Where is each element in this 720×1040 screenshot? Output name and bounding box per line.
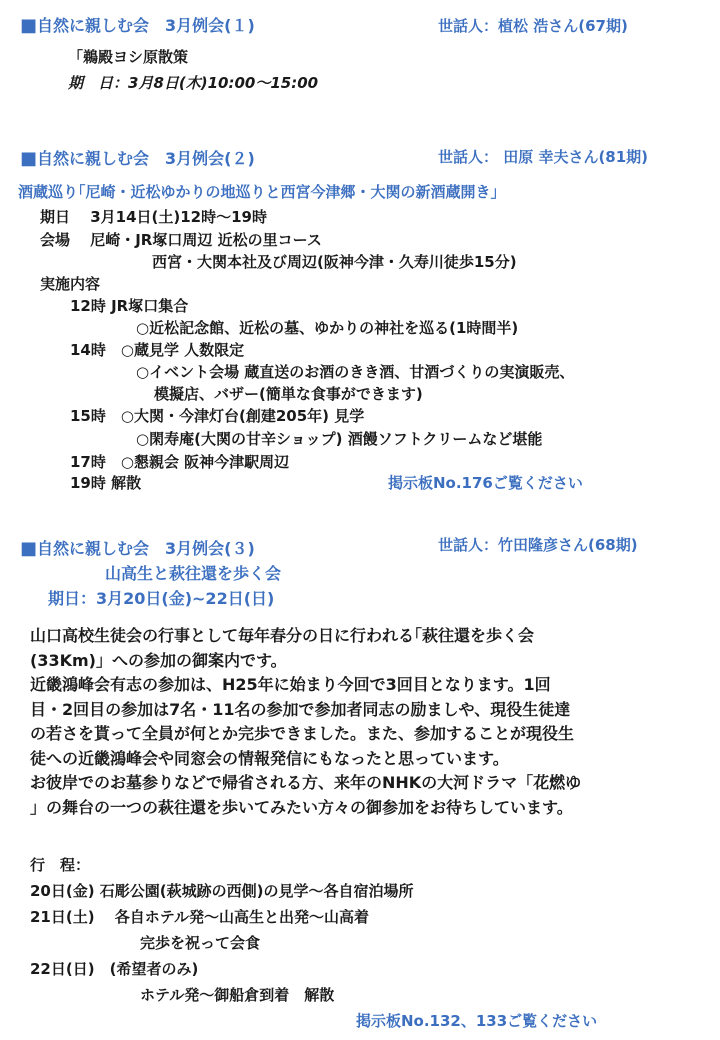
section1-event-name: 「鵜殿ヨシ原散策 [68,48,189,66]
section3-organizer: 世話人：竹田隆彦さん(68期) [438,536,638,554]
square-bullet-icon: ■ [20,538,38,559]
square-bullet-icon: ■ [20,15,38,36]
section2-contents-label: 実施内容 [40,275,101,293]
section2-venue-line1: 会場 尼崎・JR塚口周辺 近松の里コース [40,231,322,249]
section2-title: 自然に親しむ会 3月例会(２) [37,149,255,168]
description-line: 目・2回目の参加は7名・11名の参加で参加者同志の励ましや、現役生徒達 [30,699,571,719]
schedule-item: ○イベント会場 蔵直送のお酒のきき酒、甘酒づくりの実演販売、 [136,363,575,381]
description-line: 山口高校生徒会の行事として毎年春分の日に行われる｢萩往還を歩く会 [30,626,535,645]
schedule-item: 17時 ○懇親会 阪神今津駅周辺 [70,453,290,471]
section2-headline: 酒蔵巡り｢尼崎・近松ゆかりの地巡りと西宮今津郷・大関の新酒蔵開き」 [18,183,506,201]
section1-title: 自然に親しむ会 3月例会(１) [37,16,255,35]
section3-description [30,624,695,820]
schedule-item: 19時 解散 [70,474,142,492]
schedule-item: 14時 ○蔵見学 人数限定 [70,341,245,359]
schedule-item: ○閑寿庵(大関の甘辛ショップ) 酒饅ソフトクリームなど堪能 [136,430,543,448]
section1-organizer: 世話人：植松 浩さん(67期) [438,17,628,35]
itinerary-item: ホテル発～御船倉到着 解散 [140,986,335,1004]
section1-date: 期 日：3月8日(木)10:00～15:00 [68,74,319,92]
itinerary-item: 21日(土) 各自ホテル発～山高生と出発～山高着 [30,908,370,926]
section3-header [20,538,255,560]
itinerary-item: 22日(日) (希望者のみ) [30,960,199,978]
section3-event-name: 山高生と萩往還を歩く会 [105,564,282,583]
section3-date: 期日：3月20日(金)~22日(日) [48,589,275,608]
square-bullet-icon: ■ [20,148,38,169]
itinerary-label: 行 程： [30,856,91,874]
description-line: の若さを貰って全員が何とか完歩できました。また、参加することが現役生 [30,724,575,743]
section2-organizer: 世話人： 田原 幸夫さん(81期) [438,148,649,166]
section2-board-note: 掲示板No.176ご覧ください [388,474,583,492]
section2-venue-line2: 西宮・大関本社及び周辺(阪神今津・久寿川徒歩15分) [152,253,517,271]
section1-header [20,15,255,37]
schedule-item: ○近松記念館、近松の墓、ゆかりの神社を巡る(1時間半) [136,319,519,337]
description-line: お彼岸でのお墓参りなどで帰省される方、来年のNHKの大河ドラマ「花燃ゆ [30,773,582,792]
description-line: 」の舞台の一つの萩往還を歩いてみたい方々の御参加をお待ちしています。 [30,797,573,817]
schedule-item: 12時 JR塚口集合 [70,297,189,315]
section3-board-note: 掲示板No.132、133ご覧ください [356,1012,598,1030]
description-line: 近畿鴻峰会有志の参加は、H25年に始まり今回で3回目となります。1回 [30,675,551,694]
schedule-item: 模擬店、バザー(簡単な食事ができます) [154,385,423,403]
schedule-item: 15時 ○大関・今津灯台(創建205年) 見学 [70,407,365,425]
description-line: 徒への近畿鴻峰会や同窓会の情報発信にもなったと思っています。 [30,748,509,768]
section2-header [20,148,255,170]
section2-date: 期日 3月14日(土)12時～19時 [40,208,267,226]
section3-title: 自然に親しむ会 3月例会(３) [37,539,255,558]
itinerary-item: 20日(金) 石彫公園(萩城跡の西側)の見学～各自宿泊場所 [30,882,414,900]
itinerary-item: 完歩を祝って会食 [140,934,261,952]
description-line: (33Km)」への参加の御案内です。 [30,650,287,670]
